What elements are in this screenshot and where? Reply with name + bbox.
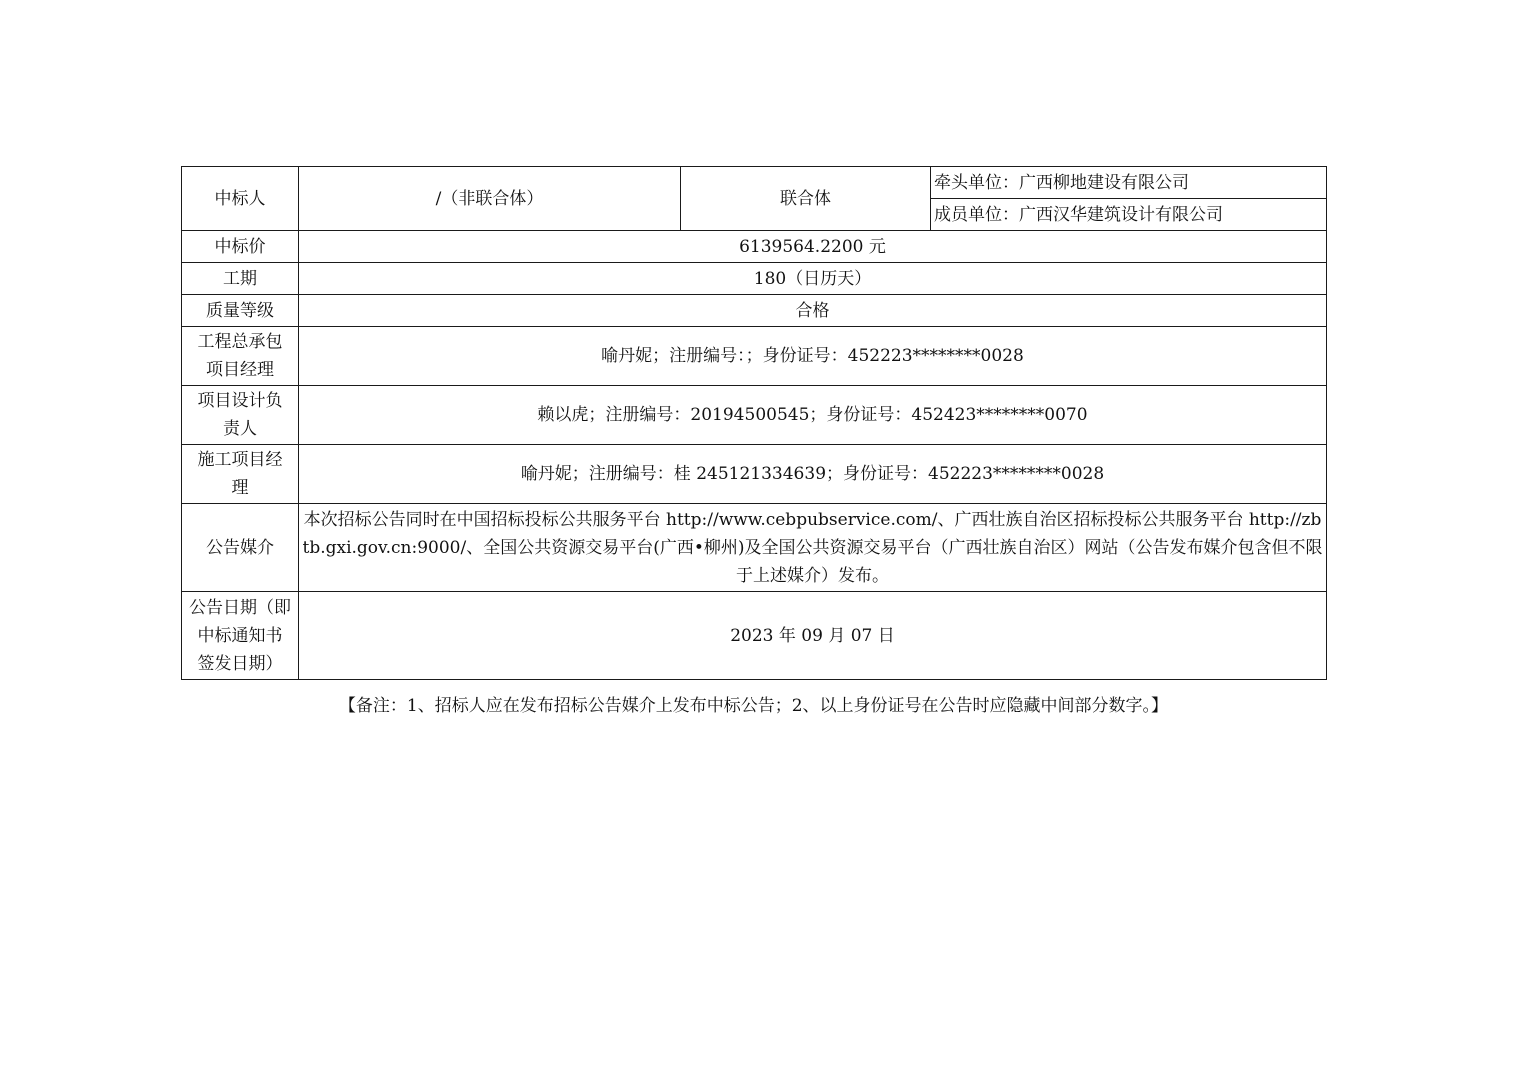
duration-label: 工期 — [182, 263, 299, 295]
construction-manager-label-line1: 施工项目经 — [197, 450, 283, 470]
construction-manager-value: 喻丹妮；注册编号：桂 245121334639；身份证号：452223********0028 — [299, 445, 1327, 504]
design-lead-row — [182, 386, 1327, 445]
date-value: 2023 年 09 月 07 日 — [299, 592, 1327, 680]
construction-manager-row — [182, 445, 1327, 504]
construction-manager-label-line2: 理 — [231, 478, 249, 498]
non-consortium-value: /（非联合体） — [299, 167, 681, 231]
gc-manager-row — [182, 327, 1327, 386]
date-label — [182, 592, 299, 680]
price-row — [182, 231, 1327, 263]
gc-manager-label-line2: 项目经理 — [206, 360, 274, 380]
gc-manager-label-line1: 工程总承包 — [197, 332, 283, 352]
gc-manager-label — [182, 327, 299, 386]
remark-note: 【备注：1、招标人应在发布招标公告媒介上发布中标公告；2、以上身份证号在公告时应隐藏中间部分数字。】 — [338, 696, 1169, 716]
winner-label: 中标人 — [182, 167, 299, 231]
member-unit: 成员单位：广西汉华建筑设计有限公司 — [931, 199, 1327, 231]
consortium-label: 联合体 — [681, 167, 931, 231]
duration-row — [182, 263, 1327, 295]
price-value: 6139564.2200 元 — [299, 231, 1327, 263]
award-result-table — [181, 166, 1327, 680]
winner-row-top — [182, 167, 1327, 199]
design-lead-value: 赖以虎；注册编号：20194500545；身份证号：452423********0070 — [299, 386, 1327, 445]
media-value: 本次招标公告同时在中国招标投标公共服务平台 http://www.cebpubservice.com/、广西壮族自治区招标投标公共服务平台 http://zbtb.gxi.gov.cn:9000/、全国公共资源交易平台(广西•柳州)及全国公共资源交易平台（广西壮族自治区）网站（公告发布媒介包含但不限于上述媒介）发布。 — [299, 504, 1327, 592]
media-row — [182, 504, 1327, 592]
design-lead-label-line1: 项目设计负 — [197, 391, 283, 411]
media-label: 公告媒介 — [182, 504, 299, 592]
price-label: 中标价 — [182, 231, 299, 263]
date-label-line3: 签发日期） — [197, 653, 283, 674]
construction-manager-label — [182, 445, 299, 504]
quality-row — [182, 295, 1327, 327]
lead-unit: 牵头单位：广西柳地建设有限公司 — [931, 167, 1327, 199]
quality-label: 质量等级 — [182, 295, 299, 327]
gc-manager-value: 喻丹妮；注册编号：；身份证号：452223********0028 — [299, 327, 1327, 386]
date-label-line2: 中标通知书 — [197, 625, 283, 646]
quality-value: 合格 — [299, 295, 1327, 327]
date-row — [182, 592, 1327, 680]
duration-value: 180（日历天） — [299, 263, 1327, 295]
design-lead-label — [182, 386, 299, 445]
design-lead-label-line2: 责人 — [223, 419, 257, 439]
date-label-line1: 公告日期（即 — [189, 597, 291, 618]
